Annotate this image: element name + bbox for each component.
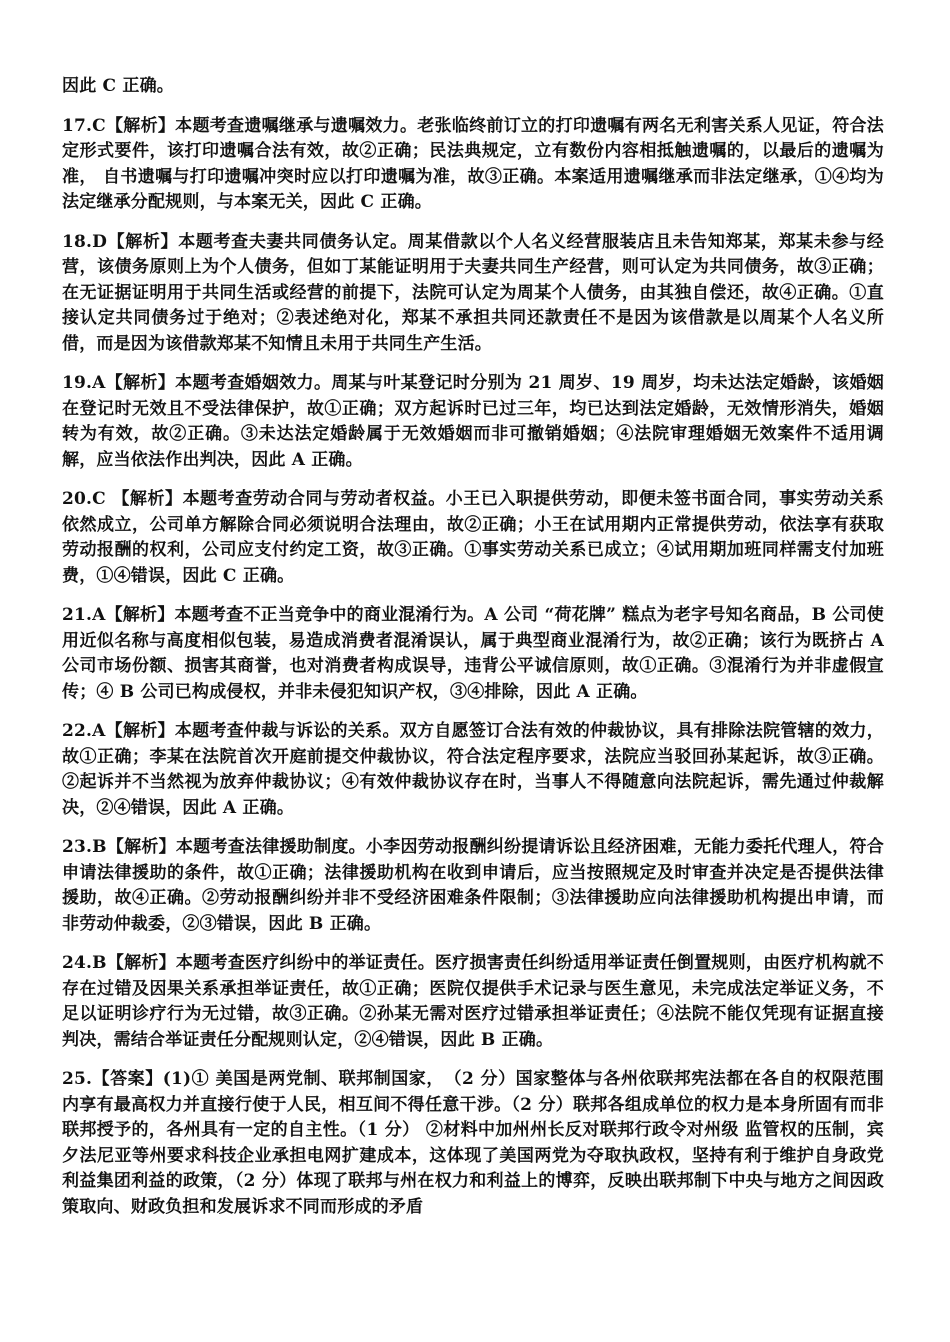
paragraph-text: 本题考查医疗纠纷中的举证责任。医疗损害责任纠纷适用举证责任倒置规则，由医疗机构就不存在过错及因果关系承担举证责任，故①正确；医院仅提供手术记录与医生意见，未完成法定举证义务，不足以证明诊疗行为无过错，故③正确。②孙某无需对医疗过错承担举证责任；④法院不能仅凭现有证据直接判决，需结合举证责任分配规则认定，②④错误，因此 B 正确。 xyxy=(62,953,884,1050)
paragraph-head: 20.C 【解析】 xyxy=(62,489,183,509)
paragraph-head: 21.A【解析】 xyxy=(62,605,175,625)
paragraph-24 xyxy=(62,951,884,1053)
paragraph-text: 本题考查夫妻共同债务认定。周某借款以个人名义经营服装店且未告知郑某，郑某未参与经营，该债务原则上为个人债务，但如丁某能证明用于夫妻共同生产经营，则可认定为共同债务，故③正确；在无证据证明用于共同生活或经营的前提下，法院可认定为周某个人债务，由其独自偿还，故④正确。①直接认定共同债务过于绝对；②表述绝对化，郑某不承担共同还款责任不是因为该借款是以周某个人名义所借，而是因为该借款郑某不知情且未用于共同生产生活。 xyxy=(62,231,884,354)
paragraph-head: 18.D【解析】 xyxy=(62,231,179,252)
paragraph-head: 19.A【解析】 xyxy=(62,373,176,393)
paragraph-22 xyxy=(62,719,884,821)
paragraph-17 xyxy=(62,114,884,216)
paragraph-text: 本题考查仲裁与诉讼的关系。双方自愿签订合法有效的仲裁协议，具有排除法院管辖的效力，故①正确；李某在法院首次开庭前提交仲裁协议，符合法定程序要求，法院应当驳回孙某起诉，故③正确。②起诉并不当然视为放弃仲裁协议；④有效仲裁协议存在时，当事人不得随意向法院起诉，需先通过仲裁解决，②④错误，因此 A 正确。 xyxy=(62,721,884,818)
paragraph-text: 因此 C 正确。 xyxy=(62,76,174,96)
paragraph-20 xyxy=(62,487,884,589)
paragraph-head: 25.【答案】 xyxy=(62,1069,163,1089)
paragraph-head: 24.B【解析】 xyxy=(62,953,176,973)
paragraph-text: 本题考查不正当竞争中的商业混淆行为。A 公司 “荷花牌” 糕点为老字号知名商品，B 公司使用近似名称与高度相似包装，易造成消费者混淆误认，属于典型商业混淆行为，故②正确；该行为既挤占 A 公司市场份额、损害其商誉，也对消费者构成误导，违背公平诚信原则，故①正确。③混淆行为并非虚假宣传；④ B 公司已构成侵权，并非未侵犯知识产权，③④排除，因此 A 正确。 xyxy=(62,605,884,702)
paragraph-text: (1)① 美国是两党制、联邦制国家， （2 分）国家整体与各州依联邦宪法都在各自的权限范围内享有最高权力并直接行使于人民，相互间不得任意干涉。（2 分）联邦各组成单位的权力是本身所固有而非联邦授予的，各州具有一定的自主性。（1 分） ②材料中加州州长反对联邦行政令对州级 监管权的压制，宾夕法尼亚等州要求科技企业承担电网扩建成本，这体现了美国两党为夺取执政权，坚持有利于维护自身政党利益集团利益的政策，（2 分）体现了联邦与州在权力和利益上的博弈，反映出联邦制下中央与地方之间因政策取向、财政负担和发展诉求不同而形成的矛盾 xyxy=(62,1069,884,1217)
paragraph-21 xyxy=(62,603,884,705)
paragraph-text: 本题考查婚姻效力。周某与叶某登记时分别为 21 周岁、19 周岁，均未达法定婚龄，该婚姻在登记时无效且不受法律保护，故①正确；双方起诉时已过三年，均已达到法定婚龄，无效情形消失，婚姻转为有效，故②正确。③未达法定婚龄属于无效婚姻而非可撤销婚姻；④法院审理婚姻无效案件不适用调解，应当依法作出判决，因此 A 正确。 xyxy=(62,373,884,470)
paragraph-25 xyxy=(62,1067,884,1220)
answer-document xyxy=(62,74,884,1234)
paragraph-16-tail xyxy=(62,74,884,100)
paragraph-23 xyxy=(62,835,884,937)
paragraph-text: 本题考查劳动合同与劳动者权益。小王已入职提供劳动，即便未签书面合同，事实劳动关系依然成立，公司单方解除合同必须说明合法理由，故②正确；小王在试用期内正常提供劳动，依法享有获取劳动报酬的权利，公司应支付约定工资，故③正确。①事实劳动关系已成立；④试用期加班同样需支付加班费，①④错误，因此 C 正确。 xyxy=(62,489,885,586)
paragraph-head: 23.B【解析】 xyxy=(62,837,176,857)
paragraph-text: 本题考查法律援助制度。小李因劳动报酬纠纷提请诉讼且经济困难，无能力委托代理人，符合申请法律援助的条件，故①正确；法律援助机构在收到申请后，应当按照规定及时审查并决定是否提供法律援助，故④正确。②劳动报酬纠纷并非不受经济困难条件限制；③法律援助应向法律援助机构提出申请，而非劳动仲裁委，②③错误，因此 B 正确。 xyxy=(62,837,884,934)
paragraph-text: 本题考查遗嘱继承与遗嘱效力。老张临终前订立的打印遗嘱有两名无利害关系人见证，符合法定形式要件，该打印遗嘱合法有效，故②正确；民法典规定，立有数份内容相抵触遗嘱的，以最后的遗嘱为准， 自书遗嘱与打印遗嘱冲突时应以打印遗嘱为准，故③正确。本案适用遗嘱继承而非法定继承，①④均为法定继承分配规则，与本案无关，因此 C 正确。 xyxy=(62,115,884,212)
paragraph-19 xyxy=(62,371,884,473)
paragraph-18 xyxy=(62,230,884,358)
paragraph-head: 22.A【解析】 xyxy=(62,721,175,741)
paragraph-head: 17.C【解析】 xyxy=(62,115,176,136)
